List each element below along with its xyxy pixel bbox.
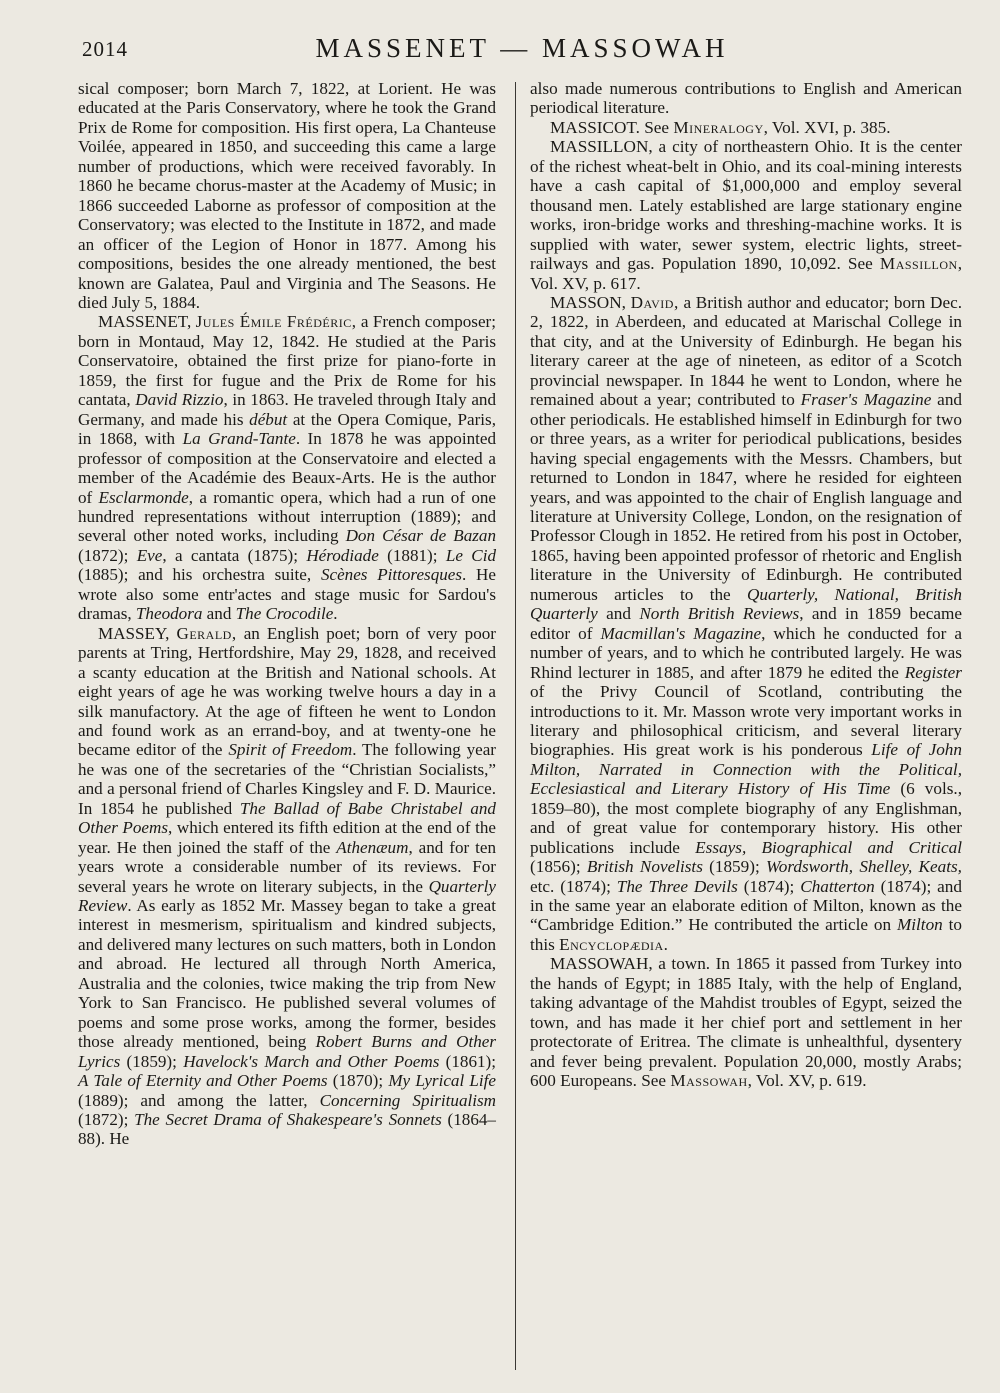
entry-text: a town. In 1865 it passed from Turkey into the hands of Egypt; in 1885 Italy, with the help of England, taking advantage of the Mahdist troubles of Egypt, seized the town, and has made it her chief port and settlement in her protectorate of Eritrea. The climate is unhealthful, dysentery and fever being prevalent. Population 20,000, mostly Arabs; 600 Europeans. See [530, 954, 962, 1091]
work-title: Esclarmonde [98, 487, 189, 507]
entry-text: (6 vols., 1859–80), the most complete biography of any Englishman, and of great value for contemporary history. His other publications include [530, 779, 962, 857]
entry-text: and other periodicals. He established himself in Edinburgh for two or three years, as a writer for periodical publications, besides having special engagements with the Messrs. Chambers, but returned to London in 1847, where he resided for eighteen years, and was appointed to the chair of English language and literature at University College, London, on the resignation of Professor Clough in 1852. He retired from his post in October, 1865, having been appointed professor of rhetoric and English literature in the University of Edinburgh. He contributed numerous articles to the [530, 390, 963, 604]
entry-headword: MASSOWAH, [550, 954, 653, 974]
work-title: Essays, Biographical and Critical [695, 837, 963, 857]
entry-text: of the Privy Council of Scotland, contributing the introductions to it. Mr. Masson wrote very important works in literary and philosophical criticism, and several literary biographies. His great work is his ponderous [530, 682, 962, 760]
entry-text: , and for ten years wrote a considerable number of its reviews. For several years he wrote on literary subjects, in the [78, 837, 496, 896]
cross-reference: Mineralogy [673, 117, 764, 137]
entry-text: etc. (1874); [530, 876, 617, 896]
cross-reference: Massillon [879, 254, 958, 274]
entry-text: and [202, 604, 236, 624]
entry-text: to this [530, 915, 963, 954]
entry-text: (1872); [78, 545, 137, 565]
entry-text: , which entered its fifth edition at the end of the year. He then joined the staff of the [78, 818, 496, 857]
entry-massey [78, 624, 496, 1149]
work-title: La Grand-Tante [182, 429, 296, 449]
work-title: A Tale of Eternity and Other Poems [78, 1071, 328, 1091]
entry-massowah [530, 954, 962, 1090]
entry-text: . He wrote also some entr'actes and stage music for Sardou's dramas, [78, 565, 496, 624]
entry-text: (1889); and among the latter, [78, 1090, 320, 1110]
entry-text: , a cantata (1875); [162, 545, 307, 565]
work-title: Le Cid [445, 545, 496, 565]
entry-massey-continuation [530, 79, 962, 118]
entry-forenames: Gerald, [176, 623, 237, 643]
work-title: Macmillan's Magazine [600, 623, 762, 643]
entry-massicot [530, 118, 962, 137]
entry-text: , a romantic opera, which had a run of one hundred representations without interruption (1889); and several other noted works, including [78, 487, 497, 546]
entry-text: , in 1863. He traveled through Italy and Germany, and made his [78, 390, 496, 429]
work-title: Eve [136, 545, 163, 565]
left-column [78, 79, 496, 1149]
entry-text: (1885); and his orchestra suite, [78, 565, 321, 585]
entry-forenames: David, [630, 292, 679, 312]
entry-headword: MASSON, [550, 292, 626, 312]
page-header [82, 33, 962, 73]
work-title: North British Reviews [639, 604, 800, 624]
entry-text: (1861); [439, 1051, 496, 1071]
entry-text: (1859); [120, 1051, 184, 1071]
work-title: Havelock's March and Other Poems [183, 1051, 440, 1071]
work-title: Register [904, 662, 962, 682]
entry-text: (1859); [702, 857, 766, 877]
work-title: Fraser's Magazine [800, 390, 932, 410]
entry-text: , Vol. XV, p. 617. [530, 254, 962, 293]
work-title: Milton [896, 915, 943, 935]
entry-text: (1872); [78, 1110, 135, 1130]
running-head: MASSENET — MASSOWAH [315, 33, 729, 63]
work-title: Concerning Spiritualism [319, 1090, 496, 1110]
entry-text: . In 1878 he was appointed professor of composition at the Conservatoire and elected a member of the Académie des Beaux-Arts. He is the author of [78, 429, 497, 507]
entry-text: , which he conducted for a number of years, and to which he contributed largely. He was Rhind lecturer in 1885, and after 1879 he edited the [530, 623, 962, 682]
entry-text: . [663, 934, 668, 954]
entry-text: and [597, 604, 640, 624]
entry-text: , and in 1859 became editor of [530, 604, 962, 643]
entry-text: a French composer; born in Montaud, May 12, 1842. He studied at the Paris Conservatoire, obtained the first prize for piano-forte in 1859, the first for fugue and the Prix de Rome for his cantata, [78, 312, 496, 410]
work-title: Quarterly Review [78, 876, 496, 916]
work-title: My Lyrical Life [388, 1071, 496, 1091]
entry-text: sical composer; born March 7, 1822, at Lorient. He was educated at the Paris Conservatory, where he took the Grand Prix de Rome for composition. His first opera, La Chanteuse Voilée, appeared in 1850, and succeeding this came a large number of productions, which were received favorably. In 1860 he became chorus-master at the Academy of Music; in 1866 succeeded Laborne as professor of composition at the Conservatory; was elected to the Institute in 1872, and made an officer of the Legion of Honor in 1877. Among his compositions, besides the one already mentioned, the best known are Galatea, Paul and Virginia and The Seasons. He died July 5, 1884. [78, 79, 496, 312]
entry-text: , Vol. XV, p. 619. [747, 1071, 867, 1091]
entry-headword: MASSILLON, [550, 137, 653, 157]
entry-text: (1864–88). He [78, 1110, 496, 1149]
cross-reference: Encyclopædia [559, 934, 664, 954]
entry-text: (1856); [530, 857, 587, 877]
entry-masson [530, 293, 962, 954]
page-number: 2014 [82, 37, 128, 61]
work-title: Theodora [135, 604, 203, 624]
entry-text: (1874); [737, 876, 801, 896]
entry-headword: MASSICOT. [550, 117, 640, 137]
work-title: Athenæum [336, 837, 409, 857]
work-title: The Crocodile [235, 604, 334, 624]
entry-text: . The following year he was one of the secretaries of the “Christian Socialists,” and a personal friend of Charles Kingsley and F. D. Maurice. In 1854 he published [78, 740, 496, 818]
work-title: Hérodiade [306, 545, 379, 565]
work-title: The Secret Drama of Shakespeare's Sonnets [134, 1110, 442, 1130]
work-title: Don César de Bazan [345, 526, 496, 546]
cross-reference: Massowah [670, 1071, 748, 1091]
entry-text: . As early as 1852 Mr. Massey began to take a great interest in mesmerism, spiritualism and kindred subjects, and delivered many lectures on such matters, both in London and abroad. He lectured all through North America, Australia and the colonies, twice making the trip from New York to San Francisco. He published several volumes of poems and some prose works, among the former, besides those already mentioned, being [78, 896, 496, 1052]
entry-headword: MASSENET, [98, 312, 192, 332]
entry-massillon [530, 137, 962, 293]
entry-massenet-continuation [78, 79, 496, 312]
work-title: The Three Devils [616, 876, 738, 896]
work-title: Chatterton [800, 876, 875, 896]
right-column [530, 79, 962, 1091]
entry-text: a city of northeastern Ohio. It is the center of the richest wheat-belt in Ohio, and its coal-mining interests have a cash capital of $1,000,000 and employ several thousand men. Lately established are large stationary engine works, iron-bridge works and threshing-machine works. It is supplied with water, sewer system, electric lights, street-railways and gas. Population 1890, 10,092. See [530, 137, 962, 274]
work-title: Wordsworth, Shelley, Keats, [766, 857, 962, 877]
entry-forenames: Jules Émile Frédéric, [195, 312, 357, 332]
entry-text: (1881); [378, 545, 446, 565]
column-divider [515, 82, 516, 1370]
entry-massenet-jules [78, 312, 496, 623]
entry-text: , Vol. XVI, p. 385. [763, 117, 891, 137]
work-title: Quarterly, National, British Quarterly [530, 584, 962, 624]
entry-text: at the Opera Comique, Paris, in 1868, with [78, 409, 496, 449]
entry-text: (1870); [327, 1071, 389, 1091]
work-title: Scènes Pittoresques [320, 565, 463, 585]
entry-text: See [639, 117, 674, 137]
work-title: Spirit of Freedom [228, 740, 353, 760]
work-title: Robert Burns and Other Lyrics [78, 1032, 496, 1071]
entry-text: also made numerous contributions to English and American periodical literature. [530, 79, 962, 118]
entry-text: . [333, 604, 338, 624]
entry-headword: MASSEY, [98, 623, 170, 643]
work-title: The Ballad of Babe Christabel and Other Poems [78, 798, 496, 838]
italic-term: début [249, 409, 288, 429]
entry-text: a British author and educator; born Dec. 2, 1822, in Aberdeen, and educated at Marischal College in that city, and at the University of Edinburgh. He began his literary career at the age of nineteen, as editor of a Scotch provincial newspaper. In 1844 he went to London, where he remained about a year; contributed to [530, 292, 963, 410]
entry-text: an English poet; born of very poor parents at Tring, Hertfordshire, May 29, 1828, and received a scanty education at the British and National schools. At eight years of age he was working twelve hours a day in a silk manufactory. At the age of fifteen he went to London and found work as an errand-boy, and at twenty-one he became editor of the [78, 623, 496, 760]
work-title: Life of John Milton, Narrated in Connection with the Political, Ecclesiastical and Literary History of His Time [530, 740, 962, 799]
work-title: British Novelists [586, 857, 703, 877]
work-title: David Rizzio [135, 390, 224, 410]
entry-text: (1874); and in the same year an elaborate edition of Milton, known as the “Cambridge Edition.” He contributed the article on [530, 876, 962, 935]
